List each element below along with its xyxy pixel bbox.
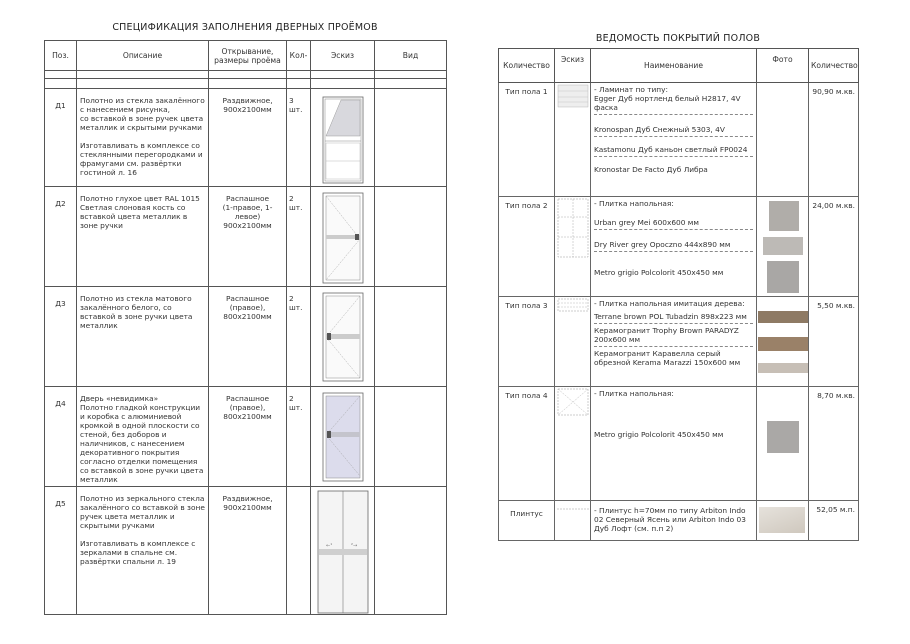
floor-row-1 bbox=[499, 83, 859, 197]
header-type: Количество bbox=[499, 49, 555, 83]
sliding-glass-door-drawing bbox=[311, 89, 375, 187]
floor-item: Dry River grey Opoczno 444х890 мм bbox=[594, 230, 753, 252]
svg-text:←¹: ←¹ bbox=[326, 543, 333, 549]
header-name: Наименование bbox=[591, 49, 757, 83]
door-sketch-d5 bbox=[311, 487, 375, 615]
floor-photo-baseboard bbox=[757, 501, 809, 541]
floors-title: ВЕДОМОСТЬ ПОКРЫТИЙ ПОЛОВ bbox=[595, 33, 761, 44]
matte-glass-door-drawing bbox=[311, 287, 375, 387]
doors-table bbox=[44, 40, 447, 615]
door-desc: Полотно из стекла закалённого с нанесением рисунка, со вставкой в зоне ручек цвета металлик и скрытыми ручками Изготавливать в комплексе со стеклянными перегородками и фрамугами см. развёртки гостиной л. 16 bbox=[80, 96, 205, 177]
doors-title: СПЕЦИФИКАЦИЯ ЗАПОЛНЕНИЯ ДВЕРНЫХ ПРОЁМОВ bbox=[112, 22, 378, 33]
door-row-d3 bbox=[45, 287, 447, 387]
tile-grid-icon bbox=[555, 197, 591, 297]
door-desc: Полотно из зеркального стекла закалённого со вставкой в зоне ручек цвета металлик и скрытыми ручками Изготавливать в комплексе с зеркалами в спальне см. развёртки спальни л. 19 bbox=[80, 494, 205, 566]
header-photo: Фото bbox=[757, 49, 809, 83]
baseboard-photo bbox=[759, 507, 805, 533]
floor-item: Керамогранит Trophy Brown PARADYZ 200х600 мм bbox=[594, 324, 753, 347]
floor-photo-2 bbox=[757, 197, 809, 297]
door-sketch-d3 bbox=[311, 287, 375, 387]
wood-photo-karavella bbox=[758, 363, 808, 373]
floor-sketch-baseboard bbox=[555, 501, 591, 541]
floor-sketch-2 bbox=[555, 197, 591, 297]
door-row-d1 bbox=[45, 89, 447, 187]
door-open: Раздвижное, 900х2100мм bbox=[222, 494, 273, 512]
wood-tile-pattern-icon bbox=[555, 297, 591, 387]
floor-row-2 bbox=[499, 197, 859, 297]
door-view-d4 bbox=[375, 387, 447, 487]
door-qty: 2 шт. bbox=[287, 287, 311, 387]
door-open: Распашное (1-правое, 1- левое) 900х2100мм bbox=[222, 194, 273, 230]
mirror-sliding-door-drawing bbox=[311, 487, 375, 615]
door-qty: 3 шт. bbox=[287, 89, 311, 187]
floor-row-baseboard bbox=[499, 501, 859, 541]
door-view-d3 bbox=[375, 287, 447, 387]
door-open: Раздвижное, 900х2100мм bbox=[222, 96, 273, 114]
spacer-row bbox=[45, 71, 447, 79]
door-qty bbox=[287, 487, 311, 615]
floor-type: Тип пола 4 bbox=[499, 387, 555, 501]
floor-row-4 bbox=[499, 387, 859, 501]
floor-sketch-4 bbox=[555, 387, 591, 501]
floor-row-3 bbox=[499, 297, 859, 387]
floor-item: - Плитка напольная имитация дерева: bbox=[594, 299, 745, 308]
floor-photo-3 bbox=[757, 297, 809, 387]
door-pos: Д3 bbox=[45, 287, 77, 387]
laminate-pattern-icon bbox=[555, 83, 591, 197]
door-sketch-d2 bbox=[311, 187, 375, 287]
floor-item: Terrane brown POL Tubadzin 898х223 мм bbox=[594, 310, 753, 324]
diagonal-tile-icon bbox=[555, 387, 591, 501]
floor-item: - Плитка напольная: bbox=[594, 199, 674, 208]
door-desc: Полотно из стекла матового закалённого белого, со вставкой в зоне ручки цвета металлик bbox=[80, 294, 193, 330]
door-desc: Дверь «невидимка» Полотно гладкой конструкции и коробка с алюминиевой кромкой в одной плоскости со стеной, без доборов и наличников, с нанесением декоративного покрытия согласно отделки помещения со вставкой в зоне ручки цвета металлик bbox=[80, 394, 204, 484]
door-qty: 2 шт. bbox=[287, 387, 311, 487]
door-open: Распашное (правое), 800х2100мм bbox=[223, 294, 272, 321]
floor-item: Керамогранит Каравелла серый обрезной Kerama Marazzi 150х600 мм bbox=[594, 349, 741, 367]
tile-photo-urban-grey bbox=[769, 201, 799, 231]
floor-amount: 24,00 м.кв. bbox=[809, 197, 859, 297]
wood-photo-trophy bbox=[758, 337, 808, 351]
header-sketch: Эскиз bbox=[311, 41, 375, 71]
header-open: Открывание, размеры проёма bbox=[209, 41, 287, 71]
floor-photo-4 bbox=[757, 387, 809, 501]
floor-amount: 5,50 м.кв. bbox=[809, 297, 859, 387]
door-row-d4 bbox=[45, 387, 447, 487]
door-qty: 2 шт. bbox=[287, 187, 311, 287]
door-pos: Д4 bbox=[45, 387, 77, 487]
door-desc: Полотно глухое цвет RAL 1015 Светлая слоновая кость со вставкой цвета металлик в зоне ручки bbox=[80, 194, 200, 230]
floor-sketch-3 bbox=[555, 297, 591, 387]
hidden-door-drawing bbox=[311, 387, 375, 487]
floor-sketch-1 bbox=[555, 83, 591, 197]
floor-item: Metro grigio Polcolorit 450х450 мм bbox=[594, 430, 724, 439]
door-sketch-d4 bbox=[311, 387, 375, 487]
header-qty: Кол- bbox=[287, 41, 311, 71]
swing-door-drawing bbox=[311, 187, 375, 287]
door-view-d5 bbox=[375, 487, 447, 615]
floor-item: Kronostar De Facto Дуб Либра bbox=[594, 165, 708, 174]
svg-text:²→: ²→ bbox=[351, 543, 358, 549]
floor-item: Kronospan Дуб Снежный 5303, 4V bbox=[594, 115, 753, 137]
floor-type: Тип пола 3 bbox=[499, 297, 555, 387]
floor-item: Kastamonu Дуб каньон светлый FP0024 bbox=[594, 137, 753, 157]
header-pos: Поз. bbox=[45, 41, 77, 71]
door-row-d5 bbox=[45, 487, 447, 615]
tile-photo-metro-grigio bbox=[767, 261, 799, 293]
door-pos: Д5 bbox=[45, 487, 77, 615]
header-amount: Количество bbox=[809, 49, 859, 83]
header-sketch: Эскиз bbox=[555, 49, 591, 83]
floor-amount: 90,90 м.кв. bbox=[809, 83, 859, 197]
door-row-d2 bbox=[45, 187, 447, 287]
floor-type: Тип пола 2 bbox=[499, 197, 555, 297]
door-pos: Д2 bbox=[45, 187, 77, 287]
baseboard-line-icon bbox=[555, 501, 591, 541]
door-sketch-d1 bbox=[311, 89, 375, 187]
door-view-d1 bbox=[375, 89, 447, 187]
floors-table bbox=[498, 48, 859, 541]
floor-item: - Плинтус h=70мм по типу Arbiton Indo 02 Северный Ясень или Arbiton Indo 03 Дуб Лофт (см. п.п 2) bbox=[594, 506, 746, 533]
floor-photo-1 bbox=[757, 83, 809, 197]
wood-photo-terrane bbox=[758, 311, 808, 323]
header-desc: Описание bbox=[77, 41, 209, 71]
floor-type: Тип пола 1 bbox=[499, 83, 555, 197]
floor-item: Urban grey Mei 600х600 мм bbox=[594, 210, 753, 230]
door-open: Распашное (правое), 800х2100мм bbox=[223, 394, 272, 421]
door-pos: Д1 bbox=[45, 89, 77, 187]
tile-photo-dry-river bbox=[763, 237, 803, 255]
floor-item: - Ламинат по типу: Egger Дуб нортленд белый H2817, 4V фаска bbox=[594, 83, 753, 115]
tile-photo-metro-grigio bbox=[767, 421, 799, 453]
floor-amount: 8,70 м.кв. bbox=[809, 387, 859, 501]
floor-item: - Плитка напольная: bbox=[594, 389, 674, 398]
spacer-row bbox=[45, 79, 447, 89]
header-view: Вид bbox=[375, 41, 447, 71]
floor-item: Metro grigio Polcolorit 450х450 мм bbox=[594, 268, 724, 277]
floor-amount: 52,05 м.п. bbox=[809, 501, 859, 541]
floor-type: Плинтус bbox=[499, 501, 555, 541]
door-view-d2 bbox=[375, 187, 447, 287]
